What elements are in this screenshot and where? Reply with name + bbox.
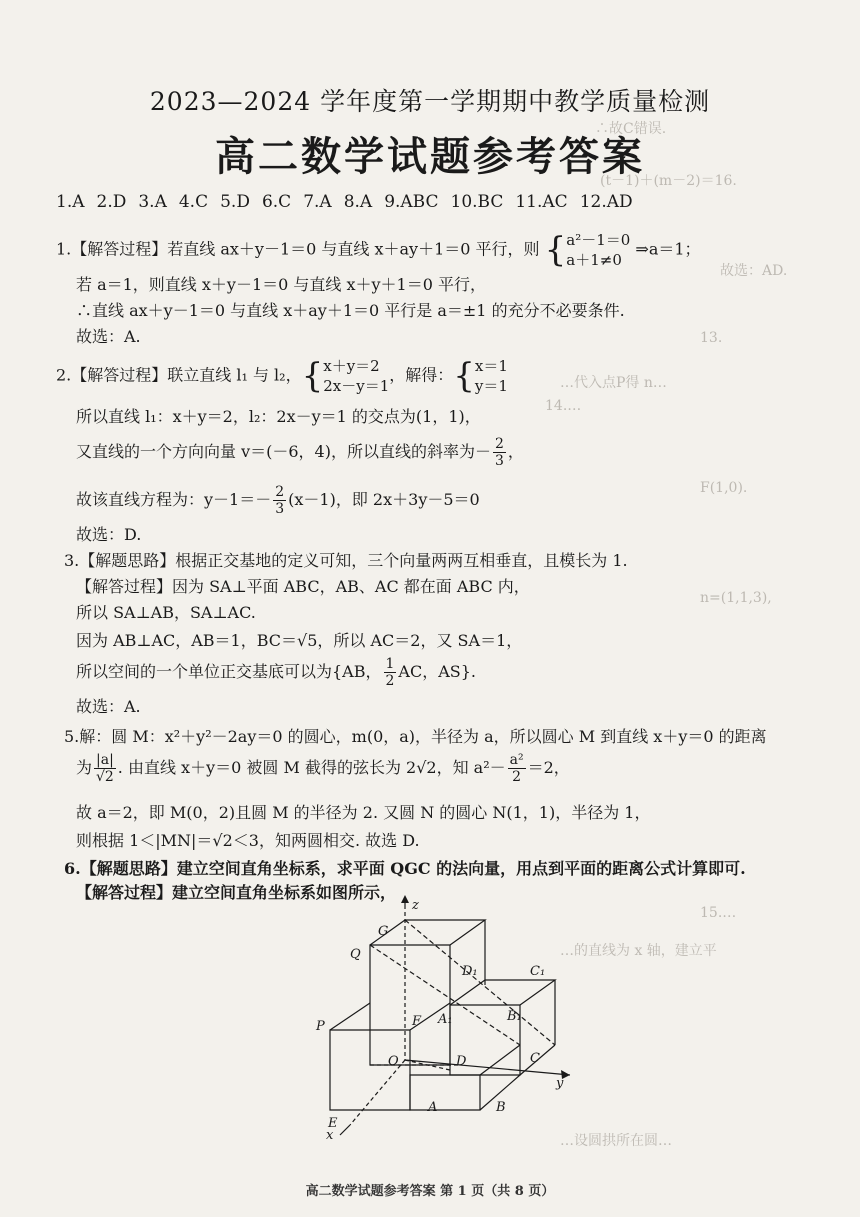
q5-text: . 由直线 x＋y＝0 被圆 M 截得的弦长为 2√2，知 a²－ xyxy=(117,758,506,777)
fraction-denominator: √2 xyxy=(95,769,114,785)
y-axis xyxy=(405,1060,570,1075)
q1-line: ∴直线 ax＋y－1＝0 与直线 x＋ay＋1＝0 平行是 a＝±1 的充分不必要条件. xyxy=(76,301,625,320)
dashed-line xyxy=(405,920,555,1045)
bleed-through-text: 13. xyxy=(700,330,723,346)
label-P: P xyxy=(316,1019,325,1034)
system-brace: { xyxy=(453,356,475,396)
q3-line: 所以 SA⊥AB，SA⊥AC. xyxy=(76,603,256,622)
fraction-numerator: |a| xyxy=(96,752,114,768)
label-Q: Q xyxy=(350,947,361,962)
q5-line: 故 a＝2，即 M(0，2)且圆 M 的半径为 2. 又圆 N 的圆心 N(1，1)，半径为 1， xyxy=(76,803,651,822)
answer-key-item: 3.A xyxy=(138,192,167,212)
q5-line: 则根据 1＜|MN|＝√2＜3，知两圆相交. 故选 D. xyxy=(76,831,420,850)
q5-text: ＝2， xyxy=(527,758,570,777)
cube-edge xyxy=(410,1075,480,1110)
q6-line: 6.【解题思路】建立空间直角坐标系，求平面 QGC 的法向量，用点到平面的距离公式计算即可. xyxy=(64,859,746,878)
q6-line: 【解答过程】建立空间直角坐标系如图所示， xyxy=(76,883,397,902)
q2-line xyxy=(76,484,480,517)
label-z: z xyxy=(412,898,419,913)
label-F: F xyxy=(412,1014,422,1029)
exam-title: 2023—2024 学年度第一学期期中教学质量检测 xyxy=(149,87,711,116)
q2-text: 故该直线方程为：y－1＝－ xyxy=(76,490,272,509)
fraction-denominator: 3 xyxy=(275,501,285,517)
answer-key-item: 1.A xyxy=(56,192,85,212)
bleed-through-text: …设圆拱所在圆… xyxy=(560,1133,672,1149)
answer-key-item: 11.AC xyxy=(515,192,568,212)
fraction-numerator: 2 xyxy=(494,436,504,452)
label-A1: A₁ xyxy=(438,1012,453,1027)
label-A: A xyxy=(428,1100,438,1115)
bleed-through-text: 故选：AD. xyxy=(720,263,788,279)
q2-line: 所以直线 l₁：x＋y＝2，l₂：2x－y＝1 的交点为(1，1)， xyxy=(76,407,481,426)
3d-cube-figure xyxy=(230,895,630,1140)
q1-line: 故选：A. xyxy=(76,327,141,346)
q1-system xyxy=(566,230,630,270)
fraction-denominator: 3 xyxy=(494,453,504,469)
bleed-through-text: …代入点P得 n… xyxy=(560,375,667,391)
fraction xyxy=(493,436,506,469)
answer-key-item: 4.C xyxy=(178,192,209,212)
fraction xyxy=(273,484,286,517)
fraction-numerator: a² xyxy=(509,752,524,768)
bleed-through-text: 15.… xyxy=(700,905,737,921)
q5-line: 5.解：圆 M：x²＋y²－2ay＝0 的圆心，m(0，a)，半径为 a，所以圆心 M 到直线 x＋y＝0 的距离 xyxy=(64,727,767,746)
cube-edge xyxy=(330,1003,370,1030)
q2-solution-eq: y＝1 xyxy=(474,377,508,395)
q3-text: AC，AS}. xyxy=(398,662,477,681)
answer-key-item: 8.A xyxy=(343,192,373,212)
q3-text: 所以空间的一个单位正交基底可以为{AB， xyxy=(76,662,382,681)
label-D: D xyxy=(456,1054,467,1069)
label-C1: C₁ xyxy=(530,964,546,979)
label-B: B xyxy=(496,1100,506,1115)
answer-key-row xyxy=(56,192,633,212)
answer-key-item: 2.D xyxy=(96,192,127,212)
fraction xyxy=(508,752,526,785)
answer-key-item: 6.C xyxy=(261,192,292,212)
q2-line: 故选：D. xyxy=(76,525,142,544)
q3-line: 3.【解题思路】根据正交基地的定义可知，三个向量两两互相垂直，且模长为 1. xyxy=(64,551,628,570)
q3-line: 故选：A. xyxy=(76,697,141,716)
label-O: O xyxy=(388,1054,399,1069)
q2-solution-eq: x＝1 xyxy=(474,357,508,375)
answer-key-item: 7.A xyxy=(303,192,332,212)
q1-line: 若 a＝1，则直线 x＋y－1＝0 与直线 x＋y＋1＝0 平行， xyxy=(76,275,486,294)
q2-system-eq: 2x－y＝1 xyxy=(323,377,390,395)
fraction xyxy=(384,656,397,689)
x-axis xyxy=(340,1125,350,1135)
x-axis xyxy=(350,1060,405,1125)
document-title: 高二数学试题参考答案 xyxy=(215,134,645,180)
label-B1: B₁ xyxy=(507,1009,522,1024)
bleed-through-text: (t－1)＋(m－2)＝16. xyxy=(600,173,737,189)
fraction-numerator: 2 xyxy=(275,484,285,500)
fraction-denominator: 2 xyxy=(512,769,522,785)
label-C: C xyxy=(530,1051,540,1066)
q3-line: 【解答过程】因为 SA⊥平面 ABC，AB、AC 都在面 ABC 内， xyxy=(76,577,530,596)
bleed-through-text: n=(1,1,3), xyxy=(700,590,772,606)
q2-system-eq: x＋y＝2 xyxy=(323,357,380,375)
bleed-through-text: ∴故C错误. xyxy=(595,121,667,137)
page-footer: 高二数学试题参考答案 第 1 页（共 8 页） xyxy=(305,1184,555,1199)
bleed-through-text: 14.… xyxy=(545,398,582,414)
q5-line xyxy=(76,752,570,785)
q2-text: ， xyxy=(507,442,524,461)
q2-text: 又直线的一个方向向量 v＝(－6，4)，所以直线的斜率为－ xyxy=(76,442,491,461)
q1-text: ⇒a＝1； xyxy=(635,239,701,259)
answer-key-item: 9.ABC xyxy=(384,192,439,212)
q2-line xyxy=(76,436,524,469)
q1-line xyxy=(56,230,701,270)
q1-text: 1.【解答过程】若直线 ax＋y－1＝0 与直线 x＋ay＋1＝0 平行，则 xyxy=(56,239,540,259)
answer-key-item: 12.AD xyxy=(579,192,633,212)
q2-text: (x－1)，即 2x＋3y－5＝0 xyxy=(288,490,480,509)
label-G: G xyxy=(378,924,389,939)
bleed-through-text: F(1,0). xyxy=(700,480,748,496)
q2-text: ，解得： xyxy=(389,365,454,385)
q5-text: 为 xyxy=(76,758,93,777)
bleed-through-text: …的直线为 x 轴，建立平 xyxy=(560,943,717,959)
q1-system-eq: a²－1＝0 xyxy=(566,231,631,249)
label-D1: D₁ xyxy=(462,964,478,979)
system-brace: { xyxy=(544,230,567,270)
q2-line xyxy=(56,356,508,396)
answer-key-item: 5.D xyxy=(220,192,250,212)
label-x: x xyxy=(326,1128,334,1140)
q2-system xyxy=(323,356,389,396)
q3-line: 因为 AB⊥AC，AB＝1，BC＝√5，所以 AC＝2，又 SA＝1， xyxy=(76,631,523,650)
q2-solution xyxy=(475,356,508,396)
label-E: E xyxy=(328,1116,338,1131)
answer-key-item: 10.BC xyxy=(450,192,504,212)
label-y: y xyxy=(556,1076,564,1091)
q2-text: 2.【解答过程】联立直线 l₁ 与 l₂， xyxy=(56,365,302,385)
fraction-numerator: 1 xyxy=(385,656,395,672)
system-brace: { xyxy=(301,356,324,396)
fraction xyxy=(94,752,116,785)
fraction-denominator: 2 xyxy=(385,673,395,689)
z-axis-arrow-icon xyxy=(401,895,409,903)
cube-edge xyxy=(450,980,555,1005)
q1-system-eq: a＋1≠0 xyxy=(566,251,622,269)
q3-line xyxy=(76,656,476,689)
